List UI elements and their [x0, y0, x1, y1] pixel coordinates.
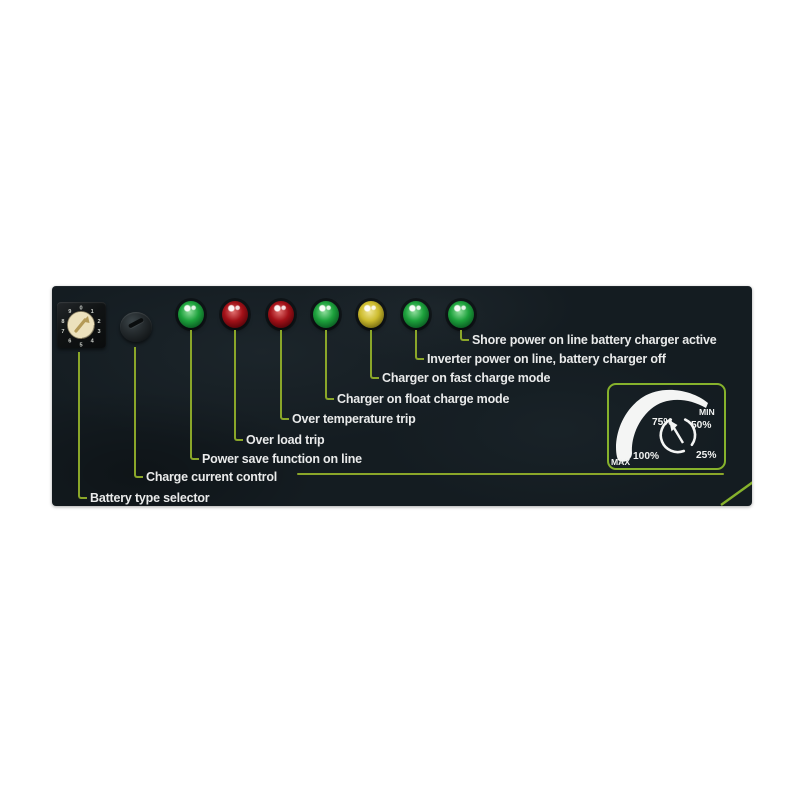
svg-text:25%: 25% [696, 450, 717, 461]
svg-text:MAX: MAX [611, 457, 631, 467]
svg-text:0: 0 [79, 305, 83, 312]
svg-text:4: 4 [90, 338, 94, 345]
svg-text:100%: 100% [633, 451, 660, 462]
charge-current-gauge-connector-line [297, 473, 724, 475]
svg-text:2: 2 [97, 318, 101, 325]
led-fast-charge [358, 301, 384, 328]
rotary-dial-icon [57, 302, 106, 348]
svg-text:6: 6 [68, 338, 72, 345]
led-shore-power [448, 301, 474, 328]
svg-text:5: 5 [79, 342, 83, 348]
callout-over-temp [280, 330, 416, 426]
charge-current-label: Charge current control [146, 470, 278, 484]
svg-text:9: 9 [68, 309, 72, 316]
over-load-label: Over load trip [246, 433, 325, 447]
inverter-control-panel [52, 286, 752, 506]
over-temp-label: Over temperature trip [292, 412, 416, 426]
svg-text:8: 8 [61, 318, 65, 325]
callout-over-load [234, 330, 325, 447]
svg-text:50%: 50% [691, 420, 712, 431]
led-power-save [178, 301, 204, 328]
float-charge-label: Charger on float charge mode [337, 392, 510, 406]
svg-text:7: 7 [61, 329, 65, 336]
led-float-charge [313, 301, 339, 328]
charge-current-knob[interactable] [120, 312, 152, 342]
gauge-dial-icon [607, 383, 726, 470]
svg-text:3: 3 [97, 329, 101, 336]
svg-text:MIN: MIN [699, 407, 715, 417]
battery-type-rotary-selector[interactable] [57, 302, 106, 348]
battery-selector-label: Battery type selector [90, 491, 210, 505]
led-inverter-on [403, 301, 429, 328]
svg-text:1: 1 [90, 309, 94, 316]
shore-power-label: Shore power on line battery charger active [472, 333, 717, 347]
led-over-temp [268, 301, 294, 328]
callout-shore-power [460, 330, 717, 347]
callout-charge-current [134, 347, 278, 484]
svg-text:75%: 75% [652, 417, 673, 428]
gauge-needle [674, 428, 683, 443]
charge-current-gauge [607, 383, 726, 470]
power-save-label: Power save function on line [202, 452, 362, 466]
inverter-on-label: Inverter power on line, battery charger off [427, 352, 666, 366]
fast-charge-label: Charger on fast charge mode [382, 371, 551, 385]
led-over-load [222, 301, 248, 328]
callout-battery-selector [78, 352, 210, 505]
